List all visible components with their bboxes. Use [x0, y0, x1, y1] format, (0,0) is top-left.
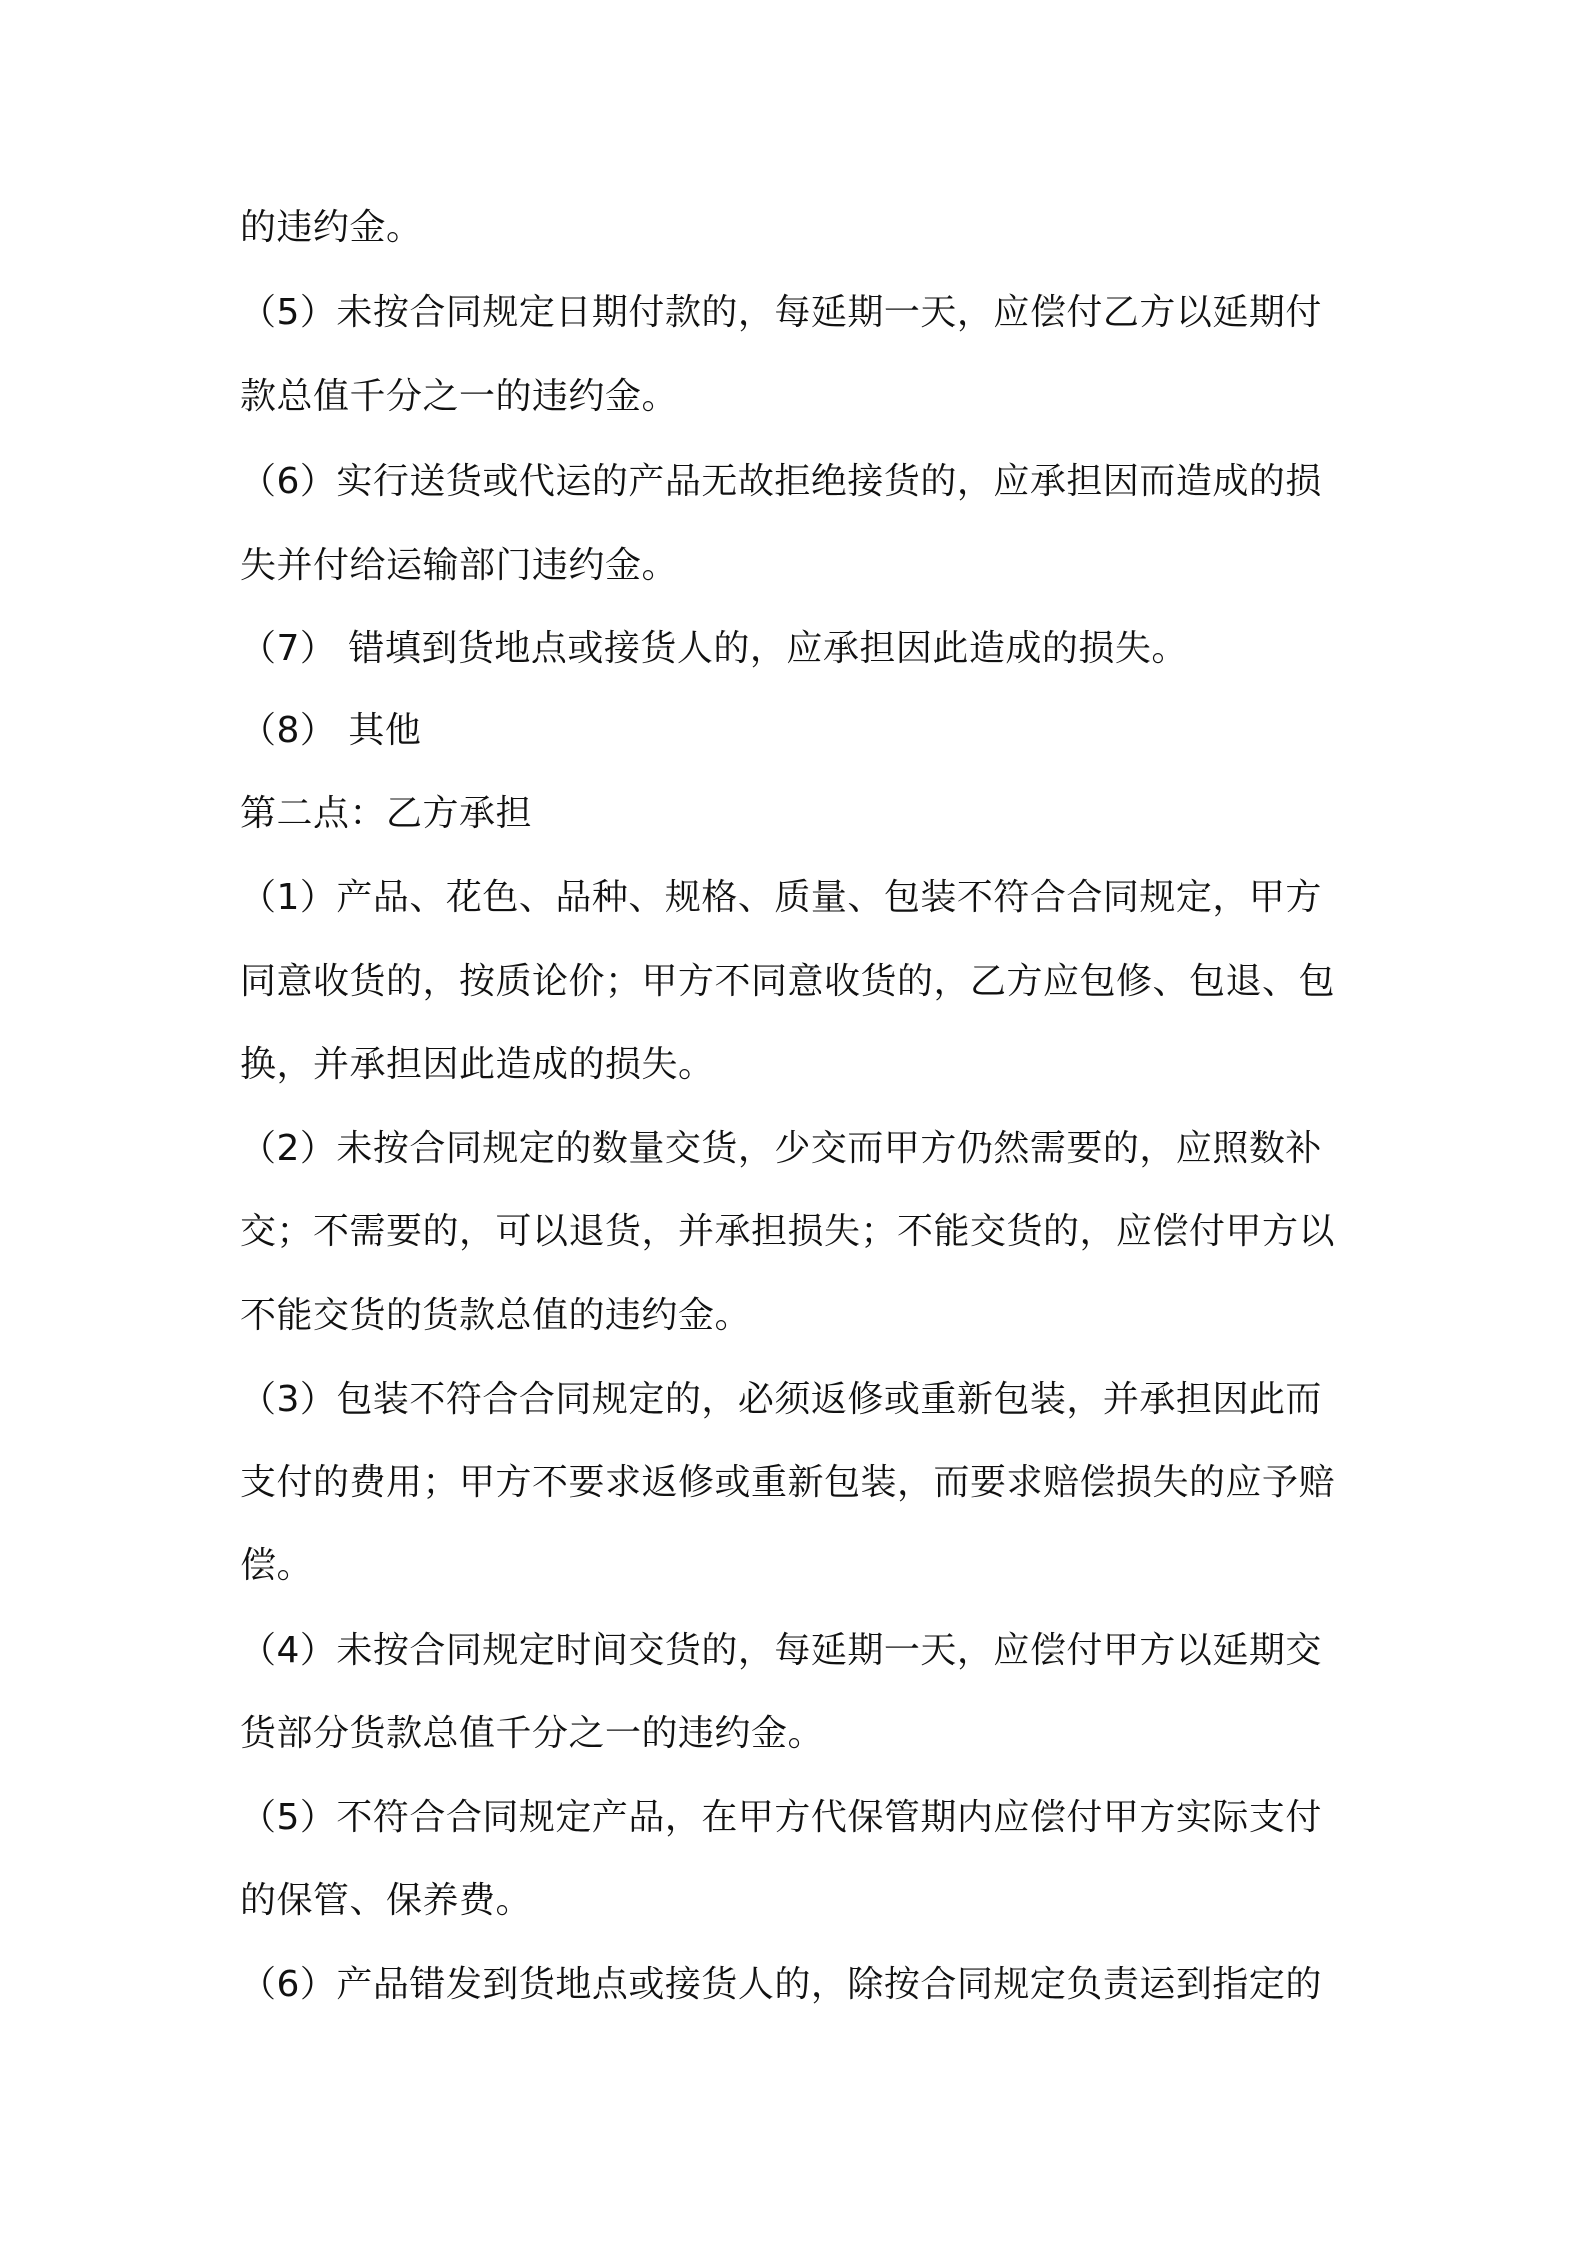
text-line: 的保管、保养费。	[240, 1880, 533, 1921]
text-line: 失并付给运输部门违约金。	[240, 545, 679, 586]
text-line: （6）产品错发到货地点或接货人的，除按合同规定负责运到指定的	[240, 1964, 1322, 2005]
text-line: （5）未按合同规定日期付款的，每延期一天，应偿付乙方以延期付	[240, 292, 1322, 333]
section-heading: 第二点：乙方承担	[240, 793, 533, 834]
text-line: 不能交货的货款总值的违约金。	[240, 1295, 752, 1336]
text-line: 支付的费用；甲方不要求返修或重新包装，而要求赔偿损失的应予赔	[240, 1462, 1336, 1503]
text-line: 款总值千分之一的违约金。	[240, 376, 679, 417]
text-line: 换，并承担因此造成的损失。	[240, 1044, 715, 1085]
text-line: 同意收货的，按质论价；甲方不同意收货的，乙方应包修、包退、包	[240, 961, 1336, 1002]
text-line: 货部分货款总值千分之一的违约金。	[240, 1713, 825, 1754]
text-line: （4）未按合同规定时间交货的，每延期一天，应偿付甲方以延期交	[240, 1630, 1322, 1671]
text-line: （3）包装不符合合同规定的，必须返修或重新包装，并承担因此而	[240, 1379, 1322, 1420]
text-line: （7） 错填到货地点或接货人的，应承担因此造成的损失。	[240, 628, 1188, 669]
text-line: （6）实行送货或代运的产品无故拒绝接货的，应承担因而造成的损	[240, 461, 1322, 502]
text-line: （2）未按合同规定的数量交货，少交而甲方仍然需要的，应照数补	[240, 1128, 1322, 1169]
text-line: 偿。	[240, 1545, 314, 1586]
text-line: 的违约金。	[240, 207, 423, 248]
text-line: （8） 其他	[240, 710, 422, 751]
text-line: （5）不符合合同规定产品，在甲方代保管期内应偿付甲方实际支付	[240, 1797, 1322, 1838]
text-line: 交；不需要的，可以退货，并承担损失；不能交货的，应偿付甲方以	[240, 1211, 1336, 1252]
text-line: （1）产品、花色、品种、规格、质量、包装不符合合同规定，甲方	[240, 877, 1322, 918]
